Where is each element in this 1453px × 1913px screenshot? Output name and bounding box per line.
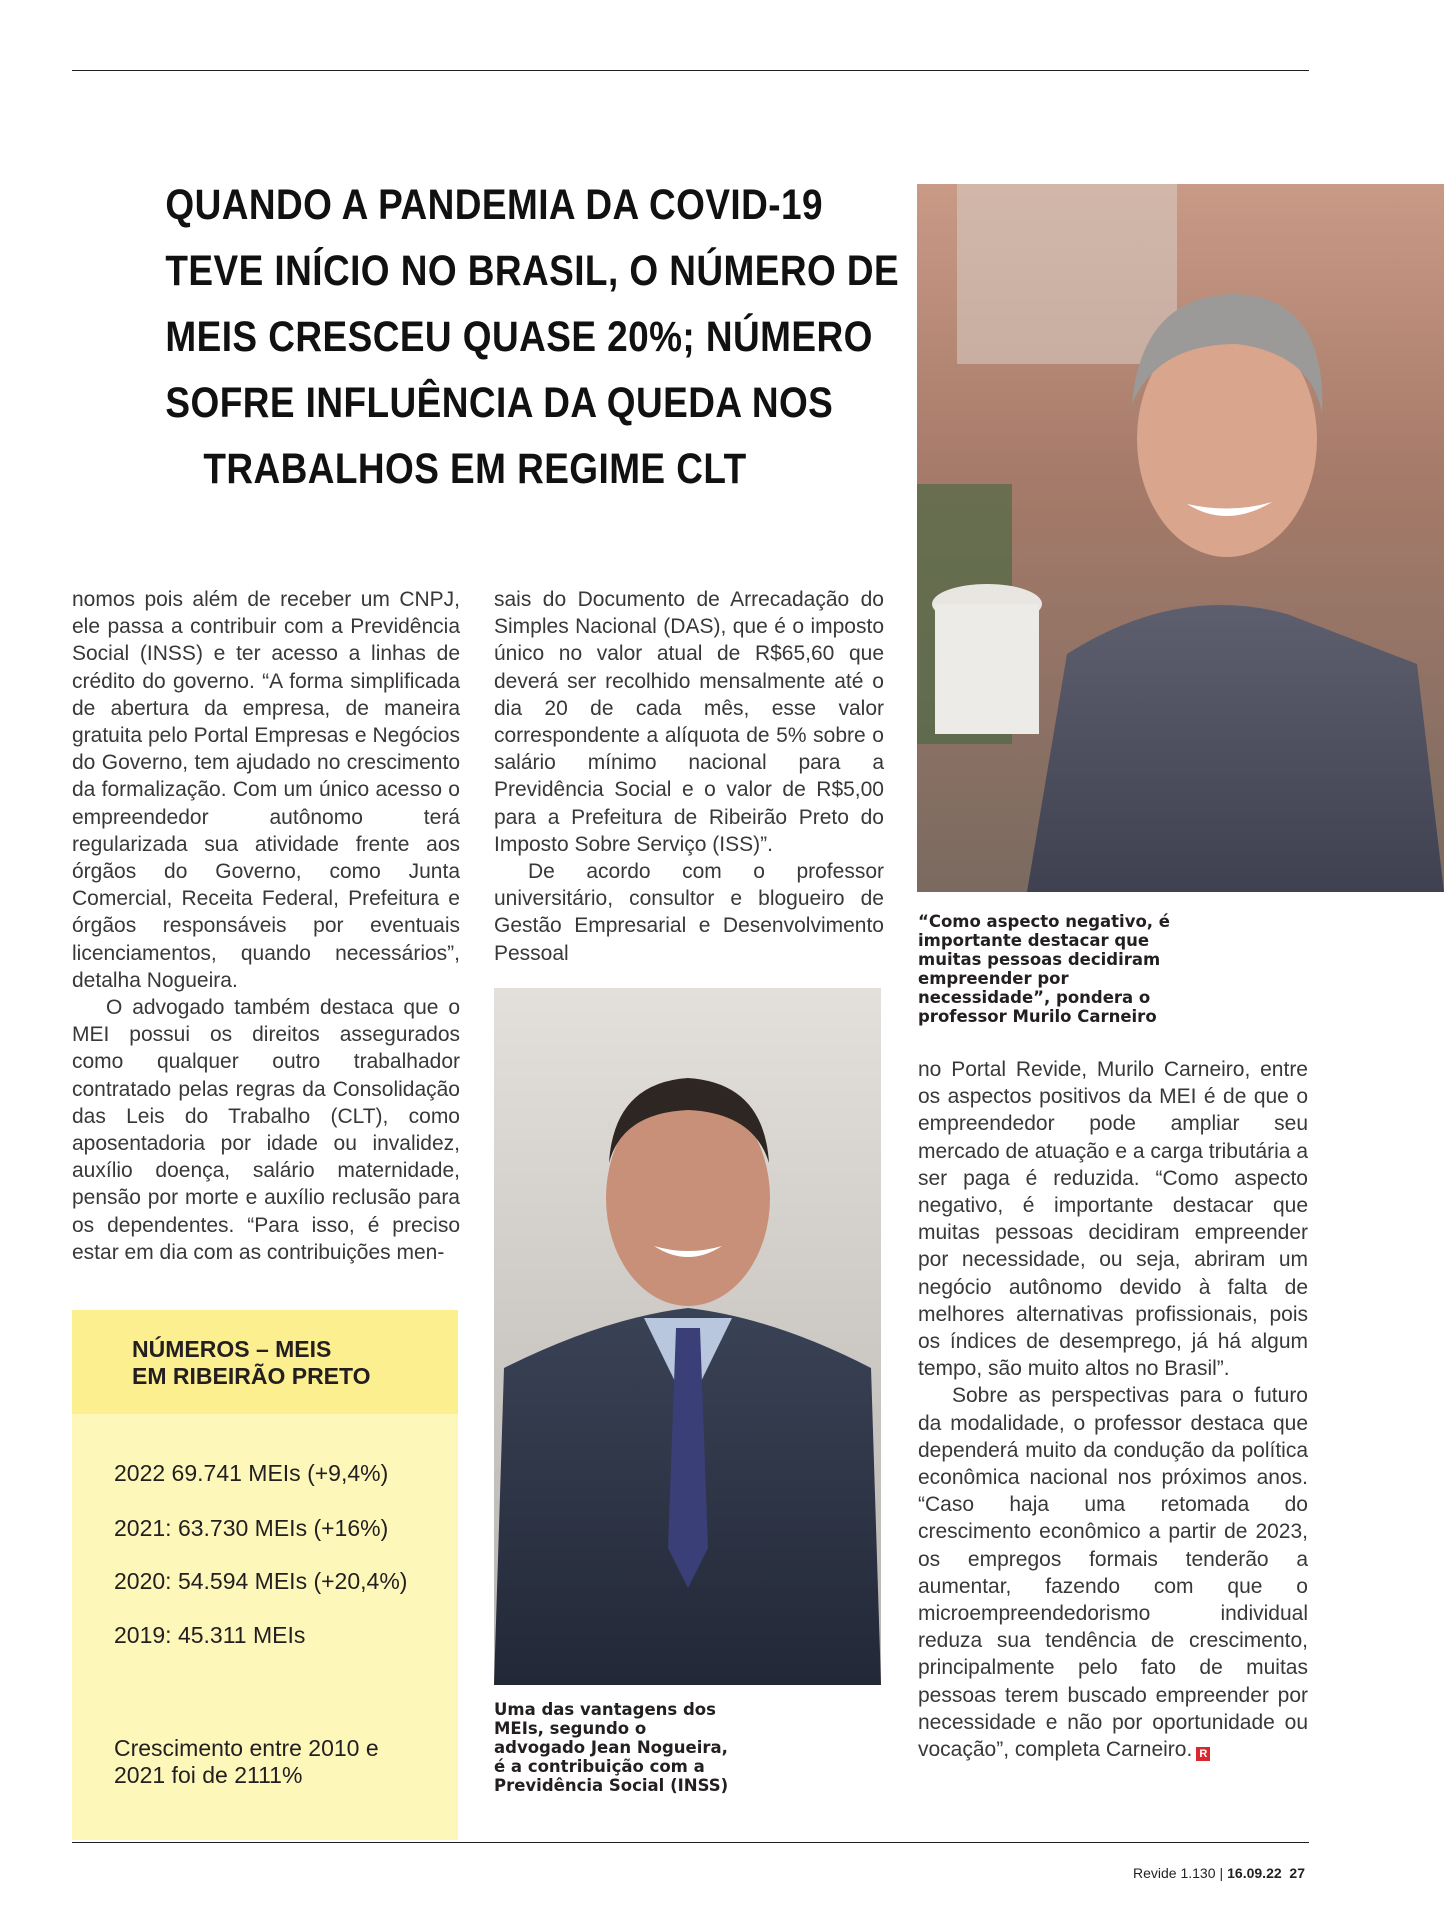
numbers-box-title-line: EM RIBEIRÃO PRETO [132, 1363, 371, 1389]
paragraph: O advogado também destaca que o MEI possui os direitos assegurados como qualquer outro trabalhador contratado pelas regras da Consolidação das Leis do Trabalho (CLT), como aposentadoria por idade ou invalidez, auxílio doença, salário maternidade, pensão por morte e auxílio reclusão para os dependentes. “Para isso, é preciso estar em dia com as contribuições men- [72, 996, 460, 1264]
bottom-rule [72, 1842, 1309, 1843]
paragraph: nomos pois além de receber um CNPJ, ele passa a contribuir com a Previdência Social (INSS) e ter acesso a linhas de crédito do governo. “A forma simplificada de abertura da empresa, de maneira gratuita pelo Portal Empresas e Negócios do Governo, tem ajudado no crescimento da formalização. Com um único acesso o empreendedor autônomo terá regularizada sua atividade frente aos órgãos do Governo, como Junta Comercial, Receita Federal, Prefeitura e órgãos responsáveis por eventuais licenciamentos, quando necessários”, detalha Nogueira. [72, 588, 460, 992]
numbers-item: 2021: 63.730 MEIs (+16%) [114, 1515, 389, 1541]
headline-line: QUANDO A PANDEMIA DA COVID-19 [165, 181, 824, 229]
footer-separator: | [1219, 1865, 1224, 1881]
photo-murilo-carneiro [917, 184, 1444, 892]
numbers-item: 2019: 45.311 MEIs [114, 1622, 306, 1648]
caption-jean: Uma das vantagens dos MEIs, segundo o advogado Jean Nogueira, é a contribuição com a Previdência Social (INSS) [494, 1700, 729, 1795]
paragraph: no Portal Revide, Murilo Carneiro, entre os aspectos positivos da MEI é de que o empreendedor pode ampliar seu mercado de atuação e a carga tributária a ser paga é reduzida. “Como aspecto negativo, é importante destacar que muitas pessoas decidiram empreender por necessidade, ou seja, abriram um negócio autônomo devido à falta de melhores alternativas profissionais, pois os índices de desemprego, já há algum tempo, são muito altos no Brasil”. [918, 1058, 1308, 1381]
headline-line: SOFRE INFLUÊNCIA DA QUEDA NOS [165, 379, 834, 427]
paragraph: sais do Documento de Arrecadação do Simples Nacional (DAS), que é o imposto único no valor atual de R$65,60 que deverá ser recolhido mensalmente até o dia 20 de cada mês, esse valor correspondente a alíquota de 5% sobre o salário mínimo nacional para a Previdência Social e o valor de R$5,00 para a Prefeitura de Ribeirão Preto do Imposto Sobre Serviço (ISS)”. [494, 588, 884, 856]
numbers-box-header [72, 1310, 458, 1414]
paragraph: De acordo com o professor universitário, consultor e blogueiro de Gestão Empresarial e Desenvolvimento Pessoal [494, 860, 884, 965]
numbers-box-title [132, 1336, 432, 1390]
footer-page-number: 27 [1289, 1865, 1305, 1881]
footer-magazine: Revide 1.130 [1132, 1865, 1216, 1881]
numbers-item: 2020: 54.594 MEIs (+20,4%) [114, 1568, 408, 1594]
end-mark-logo: R [1196, 1747, 1210, 1761]
numbers-box-title-line: NÚMEROS – MEIS [132, 1336, 332, 1362]
top-rule [72, 70, 1309, 71]
footer-date: 16.09.22 [1227, 1865, 1282, 1881]
paragraph [918, 1382, 1308, 1763]
article-column-3 [918, 1056, 1308, 1763]
headline-line: TRABALHOS EM REGIME CLT [203, 445, 747, 493]
paragraph-text: Sobre as perspectivas para o futuro da modalidade, o professor destaca que dependerá muito da condução da política econômica nacional nos próximos anos. “Caso haja uma retomada do crescimento econômico a partir de 2023, os empregos formais tenderão a aumentar, fazendo com que o microempreendedorismo individual reduza sua tendência de crescimento, principalmente pelo fato de muitas pessoas terem buscado empreender por necessidade e não por oportunidade ou vocação”, completa Carneiro. [918, 1384, 1308, 1762]
numbers-growth: Crescimento entre 2010 e 2021 foi de 2111% [114, 1735, 379, 1788]
article-column-1 [72, 586, 460, 1266]
portrait-illustration [494, 988, 881, 1685]
numbers-box [72, 1310, 458, 1840]
portrait-illustration [917, 184, 1444, 892]
numbers-item: 2022 69.741 MEIs (+9,4%) [114, 1460, 389, 1486]
headline [165, 172, 900, 502]
photo-jean-nogueira [494, 988, 881, 1685]
caption-murilo: “Como aspecto negativo, é importante destacar que muitas pessoas decidiram empreender por necessidade”, pondera o professor Murilo Carneiro [918, 912, 1170, 1026]
headline-line: TEVE INÍCIO NO BRASIL, O NÚMERO DE [165, 247, 900, 295]
page-footer [1133, 1865, 1305, 1881]
article-column-2 [494, 586, 884, 967]
headline-line: MEIS CRESCEU QUASE 20%; NÚMERO [165, 313, 873, 361]
